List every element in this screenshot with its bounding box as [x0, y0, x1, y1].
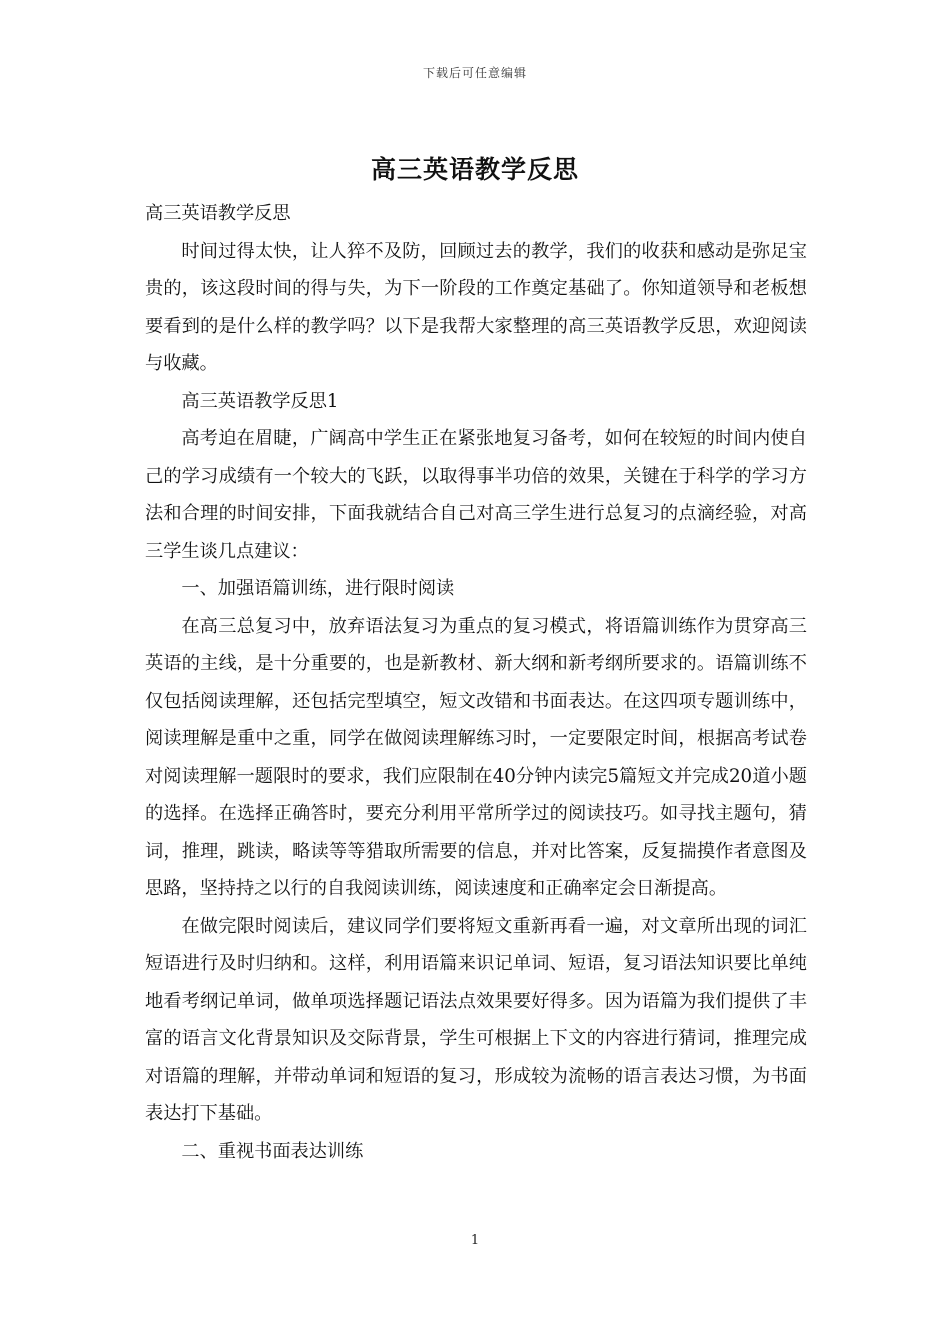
- subtitle-paragraph: 高三英语教学反思: [145, 203, 291, 224]
- body-paragraph: 在高三总复习中，放弃语法复习为重点的复习模式，将语篇训练作为贯穿高三英语的主线，是十分重要的，也是新教材、新大纲和新考纲所要求的。语篇训练不仅包括阅读理解，还包括完型填空，短文改错和书面表达。在这四项专题训练中，阅读理解是重中之重，同学在做阅读理解练习时，一定要限定时间，根据高考试卷对阅读理解一题限时的要求，我们应限制在40分钟内读完5篇短文并完成20道小题的选择。在选择正确答时，要充分利用平常所学过的阅读技巧。如寻找主题句，猜词，推理，跳读，略读等等猎取所需要的信息，并对比答案，反复揣摸作者意图及思路，坚持持之以行的自我阅读训练，阅读速度和正确率定会日渐提高。: [145, 615, 807, 899]
- section-heading: 高三英语教学反思1: [181, 390, 339, 412]
- intro-paragraph: 时间过得太快，让人猝不及防，回顾过去的教学，我们的收获和感动是弥足宝贵的，该这段时间的得与失，为下一阶段的工作奠定基础了。你知道领导和老板想要看到的是什么样的教学吗？以下是我帮大家整理的高三英语教学反思，欢迎阅读与收藏。: [145, 240, 807, 374]
- header-note: 下载后可任意编辑: [422, 66, 527, 80]
- body-paragraph: 高考迫在眉睫，广阔高中学生正在紧张地复习备考，如何在较短的时间内使自己的学习成绩有一个较大的飞跃，以取得事半功倍的效果，关键在于科学的学习方法和合理的时间安排，下面我就结合自己对高三学生进行总复习的点滴经验，对高三学生谈几点建议：: [145, 428, 807, 562]
- body-paragraph: 在做完限时阅读后，建议同学们要将短文重新再看一遍，对文章所出现的词汇短语进行及时归纳和。这样，利用语篇来识记单词、短语，复习语法知识要比单纯地看考纲记单词，做单项选择题记语法点效果要好得多。因为语篇为我们提供了丰富的语言文化背景知识及交际背景，学生可根据上下文的内容进行猜词，推理完成对语篇的理解，并带动单词和短语的复习，形成较为流畅的语言表达习惯，为书面表达打下基础。: [145, 915, 807, 1124]
- section-heading: 二、重视书面表达训练: [181, 1140, 364, 1162]
- page-number: 1: [470, 1233, 480, 1248]
- document-body: [145, 195, 807, 1170]
- document-title: 高三英语教学反思: [370, 155, 579, 184]
- section-heading: 一、加强语篇训练，进行限时阅读: [181, 578, 455, 599]
